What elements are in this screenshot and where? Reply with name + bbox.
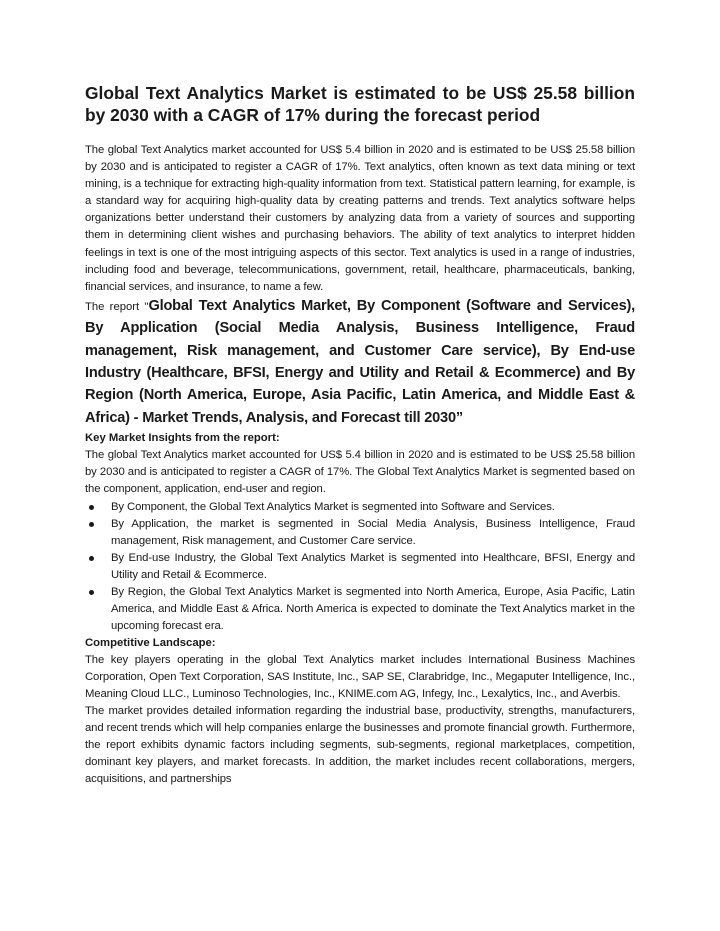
bullet-icon <box>89 590 94 595</box>
document-page <box>85 82 635 788</box>
key-insights-paragraph: The global Text Analytics market accounted for US$ 5.4 billion in 2020 and is estimated to be US$ 25.58 billion by 2030 and is anticipated to register a CAGR of 17%. The Global Text Analytics Market is segmented based on the component, application, end-user and region. <box>85 449 635 496</box>
report-paragraph <box>85 296 635 430</box>
competitive-paragraph: The key players operating in the global Text Analytics market includes International Business Machines Corporation, Open Text Corporation, SAS Institute, Inc., SAP SE, Clarabridge, Inc., Megaputer Intelligence, Inc., Meaning Cloud LLC., Luminoso Technologies, Inc., KNIME.com AG, Infegy, Inc., Lexalytics, Inc., and Averbis. <box>85 653 635 700</box>
list-item <box>85 499 635 516</box>
bullet-icon <box>89 505 94 510</box>
bullet-text: By Application, the market is segmented in Social Media Analysis, Business Intelligence, Fraud management, Risk management, and Customer Care service. <box>111 517 635 547</box>
bullet-text: By Component, the Global Text Analytics Market is segmented into Software and Services. <box>111 500 555 513</box>
list-item <box>85 550 635 584</box>
bullet-text: By End-use Industry, the Global Text Analytics Market is segmented into Healthcare, BFSI, Energy and Utility and Retail & Ecommerce. <box>111 551 635 581</box>
list-item <box>85 516 635 550</box>
report-prefix: The report " <box>85 300 149 313</box>
market-paragraph: The market provides detailed information regarding the industrial base, productivity, strengths, manufacturers, and recent trends which will help companies enlarge the businesses and promote financial growth. Furthermore, the report exhibits dynamic factors including segments, sub-segments, regional marketplaces, competition, dominant key players, and market forecasts. In addition, the market includes recent collaborations, mergers, acquisitions, and partnerships <box>85 704 635 786</box>
key-insights-heading: Key Market Insights from the report: <box>85 432 280 445</box>
bullet-icon <box>89 522 94 527</box>
bullet-text: By Region, the Global Text Analytics Market is segmented into North America, Europe, Asia Pacific, Latin America, and Middle East & Africa. North America is expected to dominate the Text Analytics market in the upcoming forecast era. <box>111 585 635 632</box>
competitive-heading: Competitive Landscape: <box>85 636 216 649</box>
intro-paragraph: The global Text Analytics market accounted for US$ 5.4 billion in 2020 and is estimated to be US$ 25.58 billion by 2030 and is anticipated to register a CAGR of 17%. Text analytics, often known as text data mining or text mining, is a technique for extracting high-quality information from text. Statistical pattern learning, for example, is a standard way for acquiring high-quality data by creating patterns and trends. Text analytics software helps organizations better understand their customers by analyzing data from a variety of sources and supporting them in determining client wishes and purchasing behaviors. The ability of text analytics to interpret hidden feelings in text is one of the most intriguing aspects of this sector. Text analytics is used in a range of industries, including food and beverage, telecommunications, government, retail, healthcare, pharmaceuticals, banking, financial services, and insurance, to name a few. <box>85 144 635 293</box>
list-item <box>85 584 635 635</box>
insights-bullet-list <box>85 499 635 635</box>
bullet-icon <box>89 556 94 561</box>
page-title: Global Text Analytics Market is estimated to be US$ 25.58 billion by 2030 with a CAGR of 17% during the forecast period <box>85 83 635 125</box>
report-title: Global Text Analytics Market, By Component (Software and Services), By Application (Social Media Analysis, Business Intelligence, Fraud management, Risk management, and Customer Care service), By End-use Industry (Healthcare, BFSI, Energy and Utility and Retail & Ecommerce) and By Region (North America, Europe, Asia Pacific, Latin America, and Middle East & Africa) - Market Trends, Analysis, and Forecast till 2030” <box>85 297 636 426</box>
